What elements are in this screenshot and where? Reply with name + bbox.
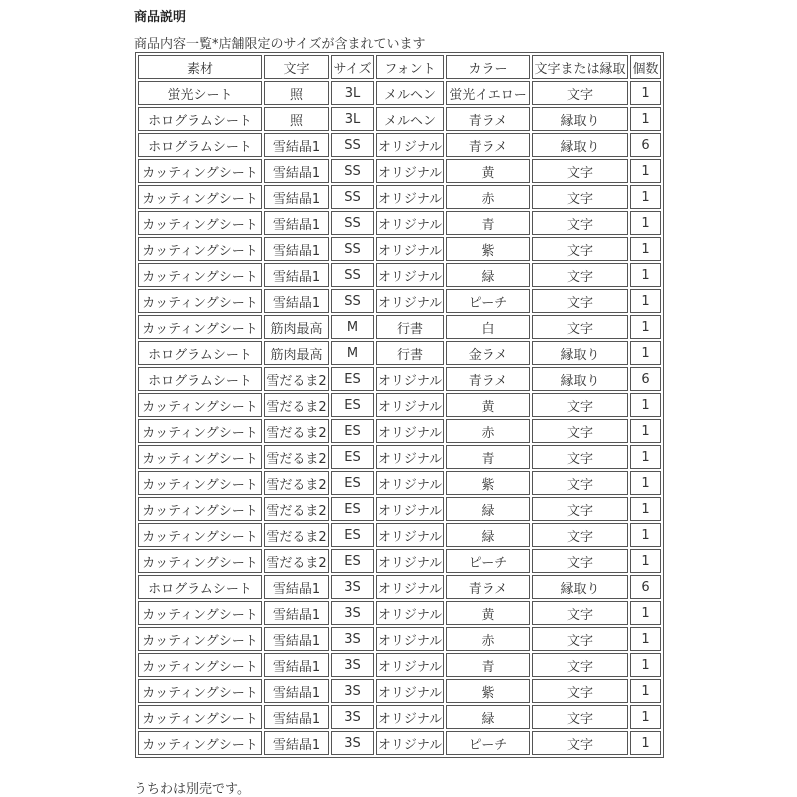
table-cell: 紫	[446, 237, 530, 261]
table-cell: オリジナル	[376, 471, 444, 495]
section-title: 商品説明	[134, 10, 187, 25]
table-cell: M	[331, 341, 374, 365]
table-cell: 雪結晶1	[264, 575, 329, 599]
table-cell: 雪だるま2	[264, 497, 329, 521]
table-cell: 赤	[446, 627, 530, 651]
table-cell: 文字	[532, 263, 628, 287]
table-cell: 雪結晶1	[264, 705, 329, 729]
table-cell: カッティングシート	[138, 393, 262, 417]
table-cell: カッティングシート	[138, 419, 262, 443]
table-cell: 1	[630, 393, 661, 417]
table-cell: 文字	[532, 497, 628, 521]
table-cell: オリジナル	[376, 549, 444, 573]
table-cell: 紫	[446, 679, 530, 703]
table-cell: 1	[630, 601, 661, 625]
table-cell: 3S	[331, 705, 374, 729]
table-cell: 青ラメ	[446, 133, 530, 157]
table-cell: 1	[630, 315, 661, 339]
table-cell: カッティングシート	[138, 315, 262, 339]
table-cell: 赤	[446, 419, 530, 443]
table-cell: 3S	[331, 653, 374, 677]
column-header: サイズ	[331, 55, 374, 79]
table-cell: SS	[331, 159, 374, 183]
table-caption: 商品内容一覧*店舗限定のサイズが含まれています	[134, 37, 426, 52]
table-cell: 1	[630, 653, 661, 677]
table-cell: ピーチ	[446, 549, 530, 573]
table-cell: カッティングシート	[138, 705, 262, 729]
table-cell: カッティングシート	[138, 211, 262, 235]
table-cell: SS	[331, 211, 374, 235]
table-cell: 青ラメ	[446, 575, 530, 599]
table-cell: 3S	[331, 601, 374, 625]
table-cell: カッティングシート	[138, 471, 262, 495]
table-cell: 1	[630, 263, 661, 287]
table-cell: カッティングシート	[138, 523, 262, 547]
table-cell: ピーチ	[446, 289, 530, 313]
table-cell: 雪だるま2	[264, 523, 329, 547]
table-cell: 1	[630, 523, 661, 547]
table-row	[138, 575, 661, 599]
table-cell: 文字	[532, 419, 628, 443]
table-cell: 文字	[532, 289, 628, 313]
table-cell: ES	[331, 393, 374, 417]
table-cell: 文字	[532, 159, 628, 183]
table-cell: 文字	[532, 471, 628, 495]
table-cell: 雪結晶1	[264, 653, 329, 677]
table-cell: 1	[630, 471, 661, 495]
table-cell: 緑	[446, 263, 530, 287]
column-header: 文字または縁取	[532, 55, 628, 79]
table-cell: ES	[331, 445, 374, 469]
table-cell: 3S	[331, 731, 374, 755]
table-cell: オリジナル	[376, 263, 444, 287]
table-cell: 縁取り	[532, 133, 628, 157]
table-row	[138, 107, 661, 131]
table-row	[138, 159, 661, 183]
table-cell: 金ラメ	[446, 341, 530, 365]
table-cell: カッティングシート	[138, 627, 262, 651]
table-cell: カッティングシート	[138, 549, 262, 573]
table-row	[138, 263, 661, 287]
table-row	[138, 315, 661, 339]
table-cell: オリジナル	[376, 419, 444, 443]
table-row	[138, 367, 661, 391]
table-row	[138, 471, 661, 495]
table-cell: 1	[630, 731, 661, 755]
table-row	[138, 81, 661, 105]
table-cell: 6	[630, 367, 661, 391]
table-cell: 3L	[331, 107, 374, 131]
table-cell: メルヘン	[376, 107, 444, 131]
table-cell: オリジナル	[376, 237, 444, 261]
table-row	[138, 445, 661, 469]
table-row	[138, 731, 661, 755]
table-row	[138, 133, 661, 157]
table-cell: メルヘン	[376, 81, 444, 105]
table-row	[138, 601, 661, 625]
table-row	[138, 523, 661, 547]
table-cell: カッティングシート	[138, 263, 262, 287]
table-cell: 雪結晶1	[264, 263, 329, 287]
table-cell: SS	[331, 237, 374, 261]
table-cell: カッティングシート	[138, 679, 262, 703]
table-cell: 雪結晶1	[264, 159, 329, 183]
column-header: フォント	[376, 55, 444, 79]
table-cell: 1	[630, 549, 661, 573]
table-cell: ホログラムシート	[138, 575, 262, 599]
table-cell: 1	[630, 237, 661, 261]
table-cell: ホログラムシート	[138, 341, 262, 365]
table-cell: ES	[331, 419, 374, 443]
table-row	[138, 419, 661, 443]
table-cell: カッティングシート	[138, 653, 262, 677]
table-cell: オリジナル	[376, 653, 444, 677]
table-cell: 緑	[446, 705, 530, 729]
table-cell: 文字	[532, 81, 628, 105]
table-cell: 6	[630, 133, 661, 157]
table-cell: ホログラムシート	[138, 107, 262, 131]
table-row	[138, 237, 661, 261]
table-cell: 文字	[532, 315, 628, 339]
table-cell: 行書	[376, 341, 444, 365]
table-header-row	[138, 55, 661, 79]
table-cell: 1	[630, 107, 661, 131]
table-cell: 青	[446, 211, 530, 235]
table-cell: 雪結晶1	[264, 627, 329, 651]
table-cell: カッティングシート	[138, 289, 262, 313]
table-cell: 文字	[532, 549, 628, 573]
table-cell: 青ラメ	[446, 367, 530, 391]
column-header: 個数	[630, 55, 661, 79]
table-cell: オリジナル	[376, 211, 444, 235]
table-cell: ES	[331, 497, 374, 521]
table-row	[138, 497, 661, 521]
table-cell: 雪だるま2	[264, 367, 329, 391]
table-row	[138, 341, 661, 365]
table-cell: 縁取り	[532, 367, 628, 391]
table-cell: 文字	[532, 185, 628, 209]
table-cell: オリジナル	[376, 627, 444, 651]
table-cell: 1	[630, 679, 661, 703]
table-cell: 3S	[331, 679, 374, 703]
table-cell: カッティングシート	[138, 731, 262, 755]
table-cell: 文字	[532, 653, 628, 677]
table-cell: 文字	[532, 445, 628, 469]
table-cell: 蛍光イエロー	[446, 81, 530, 105]
table-cell: オリジナル	[376, 523, 444, 547]
table-cell: 雪だるま2	[264, 393, 329, 417]
table-cell: 縁取り	[532, 107, 628, 131]
table-cell: 黄	[446, 159, 530, 183]
table-cell: カッティングシート	[138, 601, 262, 625]
table-cell: オリジナル	[376, 367, 444, 391]
table-cell: 黄	[446, 393, 530, 417]
table-cell: オリジナル	[376, 601, 444, 625]
table-cell: ES	[331, 549, 374, 573]
table-cell: 白	[446, 315, 530, 339]
table-cell: 6	[630, 575, 661, 599]
table-cell: SS	[331, 133, 374, 157]
table-cell: オリジナル	[376, 575, 444, 599]
table-cell: 雪だるま2	[264, 419, 329, 443]
table-cell: オリジナル	[376, 731, 444, 755]
table-cell: 文字	[532, 705, 628, 729]
table-cell: 緑	[446, 497, 530, 521]
table-row	[138, 705, 661, 729]
table-cell: オリジナル	[376, 289, 444, 313]
table-cell: ホログラムシート	[138, 133, 262, 157]
table-row	[138, 289, 661, 313]
table-cell: 1	[630, 445, 661, 469]
table-cell: オリジナル	[376, 133, 444, 157]
table-cell: 文字	[532, 211, 628, 235]
table-cell: 蛍光シート	[138, 81, 262, 105]
table-cell: 文字	[532, 679, 628, 703]
footer-note: うちわは別売です。	[134, 782, 250, 797]
table-row	[138, 185, 661, 209]
table-cell: ホログラムシート	[138, 367, 262, 391]
table-cell: 雪結晶1	[264, 185, 329, 209]
table-cell: 縁取り	[532, 341, 628, 365]
table-cell: 筋肉最高	[264, 341, 329, 365]
table-cell: カッティングシート	[138, 445, 262, 469]
table-cell: オリジナル	[376, 159, 444, 183]
table-cell: ピーチ	[446, 731, 530, 755]
table-cell: 3S	[331, 575, 374, 599]
column-header: 文字	[264, 55, 329, 79]
table-cell: 雪結晶1	[264, 679, 329, 703]
table-cell: 雪結晶1	[264, 601, 329, 625]
table-cell: 青ラメ	[446, 107, 530, 131]
table-cell: 雪だるま2	[264, 549, 329, 573]
table-cell: ES	[331, 523, 374, 547]
table-cell: オリジナル	[376, 497, 444, 521]
table-cell: 赤	[446, 185, 530, 209]
table-cell: 緑	[446, 523, 530, 547]
table-cell: オリジナル	[376, 679, 444, 703]
table-row	[138, 679, 661, 703]
table-row	[138, 211, 661, 235]
table-cell: 1	[630, 341, 661, 365]
table-cell: 1	[630, 211, 661, 235]
table-cell: 1	[630, 419, 661, 443]
table-cell: 雪結晶1	[264, 133, 329, 157]
table-cell: オリジナル	[376, 705, 444, 729]
table-cell: 雪結晶1	[264, 731, 329, 755]
table-row	[138, 627, 661, 651]
table-cell: 1	[630, 81, 661, 105]
table-cell: 1	[630, 705, 661, 729]
table-cell: オリジナル	[376, 185, 444, 209]
table-cell: ES	[331, 367, 374, 391]
table-cell: 照	[264, 107, 329, 131]
product-contents-table	[135, 52, 664, 758]
table-cell: 3S	[331, 627, 374, 651]
table-cell: M	[331, 315, 374, 339]
table-row	[138, 549, 661, 573]
table-row	[138, 393, 661, 417]
table-cell: 雪結晶1	[264, 237, 329, 261]
table-cell: 青	[446, 653, 530, 677]
table-cell: カッティングシート	[138, 497, 262, 521]
table-cell: 文字	[532, 627, 628, 651]
table-cell: 1	[630, 627, 661, 651]
table-cell: 紫	[446, 471, 530, 495]
table-cell: SS	[331, 263, 374, 287]
table-cell: 雪だるま2	[264, 445, 329, 469]
table-cell: 文字	[532, 731, 628, 755]
table-cell: 1	[630, 289, 661, 313]
table-cell: SS	[331, 185, 374, 209]
table-cell: オリジナル	[376, 445, 444, 469]
table-cell: SS	[331, 289, 374, 313]
table-cell: 雪結晶1	[264, 211, 329, 235]
table-cell: カッティングシート	[138, 185, 262, 209]
table-cell: 文字	[532, 523, 628, 547]
table-cell: 文字	[532, 237, 628, 261]
table-cell: 1	[630, 497, 661, 521]
table-cell: ES	[331, 471, 374, 495]
table-cell: 行書	[376, 315, 444, 339]
column-header: カラー	[446, 55, 530, 79]
table-cell: 雪だるま2	[264, 471, 329, 495]
table-cell: カッティングシート	[138, 159, 262, 183]
table-cell: 照	[264, 81, 329, 105]
table-cell: 黄	[446, 601, 530, 625]
column-header: 素材	[138, 55, 262, 79]
table-cell: 青	[446, 445, 530, 469]
table-cell: オリジナル	[376, 393, 444, 417]
table-row	[138, 653, 661, 677]
table-cell: 縁取り	[532, 575, 628, 599]
table-cell: 1	[630, 159, 661, 183]
table-cell: 雪結晶1	[264, 289, 329, 313]
table-cell: 文字	[532, 393, 628, 417]
table-cell: 筋肉最高	[264, 315, 329, 339]
table-cell: 3L	[331, 81, 374, 105]
table-cell: 1	[630, 185, 661, 209]
table-cell: 文字	[532, 601, 628, 625]
table-cell: カッティングシート	[138, 237, 262, 261]
